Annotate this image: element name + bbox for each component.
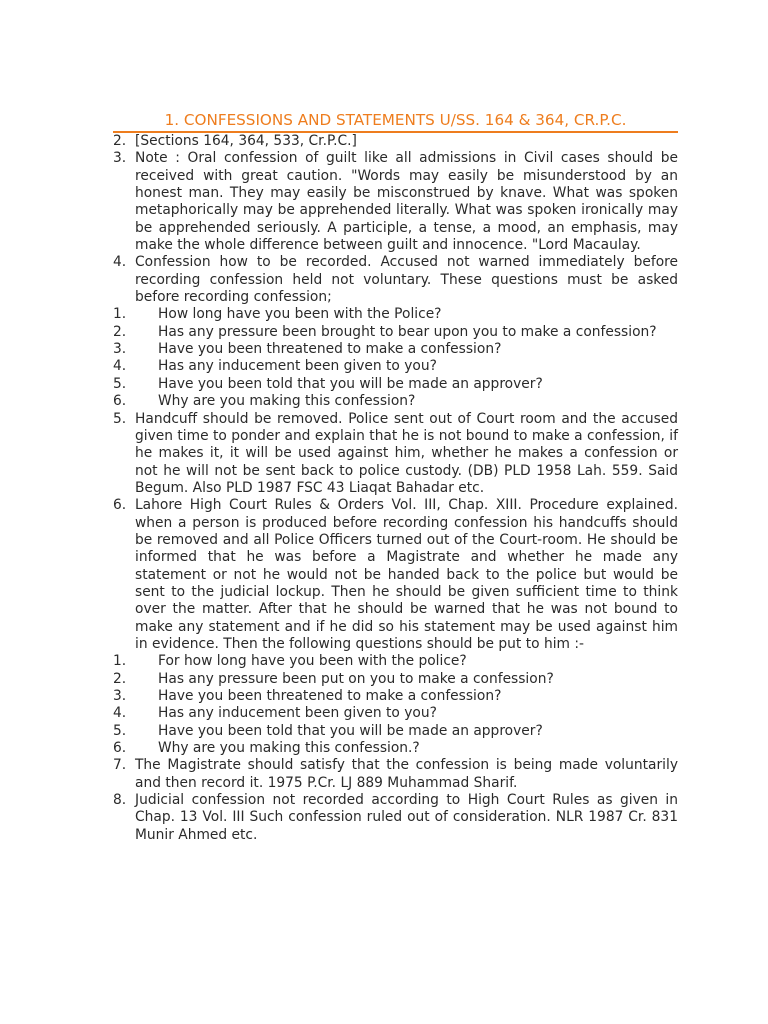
item-number: 8. <box>113 792 127 809</box>
question-item <box>113 671 678 688</box>
question-text: For how long have you been with the police? <box>158 653 467 670</box>
question-number: 4. <box>113 358 127 375</box>
page-title: 1. CONFESSIONS AND STATEMENTS U/SS. 164 & 364, CR.P.C. <box>113 110 678 133</box>
item-text: Confession how to be recorded. Accused not warned immediately before recording confession held not voluntary. These questions must be asked before recording confession; <box>135 254 678 306</box>
question-text: Have you been told that you will be made an approver? <box>158 375 543 392</box>
question-item <box>113 358 678 375</box>
question-item <box>113 324 678 341</box>
list-item <box>113 497 678 653</box>
item-text: The Magistrate should satisfy that the confession is being made voluntarily and then record it. 1975 P.Cr. LJ 889 Muhammad Sharif. <box>135 757 678 791</box>
question-text: Have you been threatened to make a confession? <box>158 688 502 704</box>
list-item <box>113 133 678 150</box>
list-item <box>113 254 678 306</box>
item-number: 4. <box>113 254 127 271</box>
question-number: 3. <box>113 341 127 358</box>
question-item <box>113 653 678 670</box>
question-number: 6. <box>113 393 127 410</box>
item-number: 5. <box>113 410 127 427</box>
question-item <box>113 740 678 757</box>
question-item <box>113 306 678 323</box>
question-item <box>113 723 678 740</box>
question-text: Have you been told that you will be made an approver? <box>158 722 543 739</box>
question-text: Why are you making this confession.? <box>158 740 420 757</box>
item-text: [Sections 164, 364, 533, Cr.P.C.] <box>135 133 357 149</box>
question-number: 1. <box>113 306 127 323</box>
question-item <box>113 705 678 722</box>
question-number: 2. <box>113 670 127 687</box>
document-body <box>113 133 678 844</box>
list-item <box>113 411 678 498</box>
question-text: Has any pressure been put on you to make a confession? <box>158 670 554 687</box>
question-text: Has any inducement been given to you? <box>158 358 437 375</box>
question-text: How long have you been with the Police? <box>158 306 442 323</box>
item-text: Lahore High Court Rules & Orders Vol. III, Chap. XIII. Procedure explained. when a person is produced before recording confession his handcuffs should be removed and all Police Officers turned out of the Court-room. He should be informed that he was before a Magistrate and whether he made any statement or not he would not be handed back to the police but would be sent to the judicial lockup. Then he should be given sufficient time to think over the matter. After that he should be warned that he was not bound to make any statement and if he did so his statement may be used against him in evidence. Then the following questions should be put to him :- <box>135 497 678 652</box>
question-number: 1. <box>113 653 127 670</box>
question-number: 2. <box>113 323 127 340</box>
question-text: Has any pressure been brought to bear upon you to make a confession? <box>158 323 657 340</box>
question-number: 6. <box>113 740 127 757</box>
question-number: 3. <box>113 688 127 704</box>
list-item <box>113 757 678 792</box>
item-number: 3. <box>113 150 127 167</box>
question-number: 5. <box>113 722 127 739</box>
question-text: Has any inducement been given to you? <box>158 705 437 722</box>
item-number: 6. <box>113 497 127 514</box>
question-number: 5. <box>113 375 127 392</box>
question-item <box>113 341 678 358</box>
item-text: Handcuff should be removed. Police sent out of Court room and the accused given time to ponder and explain that he is not bound to make a confession, if he makes it, it will be used against him, whether he makes a confession or not he will not be sent back to police custody. (DB) PLD 1958 Lah. 559. Said Begum. Also PLD 1987 FSC 43 Liaqat Bahadar etc. <box>135 410 678 496</box>
list-item <box>113 150 678 254</box>
item-text: Note : Oral confession of guilt like all admissions in Civil cases should be received with great caution. "Words may easily be misunderstood by an honest man. They may easily be misconstrued by knave. What was spoken metaphorically may be apprehended literally. What was spoken ironically may be apprehended seriously. A participle, a tense, a mood, an emphasis, may make the whole difference between guilt and innocence. "Lord Macaulay. <box>135 150 678 254</box>
question-text: Why are you making this confession? <box>158 393 416 410</box>
question-text: Have you been threatened to make a confession? <box>158 341 502 358</box>
question-item <box>113 376 678 393</box>
question-number: 4. <box>113 705 127 722</box>
list-item <box>113 792 678 844</box>
item-number: 7. <box>113 757 127 774</box>
item-number: 2. <box>113 133 127 149</box>
item-text: Judicial confession not recorded according to High Court Rules as given in Chap. 13 Vol. III Such confession ruled out of consideration. NLR 1987 Cr. 831 Munir Ahmed etc. <box>135 792 678 843</box>
question-item <box>113 393 678 410</box>
question-item <box>113 688 678 705</box>
